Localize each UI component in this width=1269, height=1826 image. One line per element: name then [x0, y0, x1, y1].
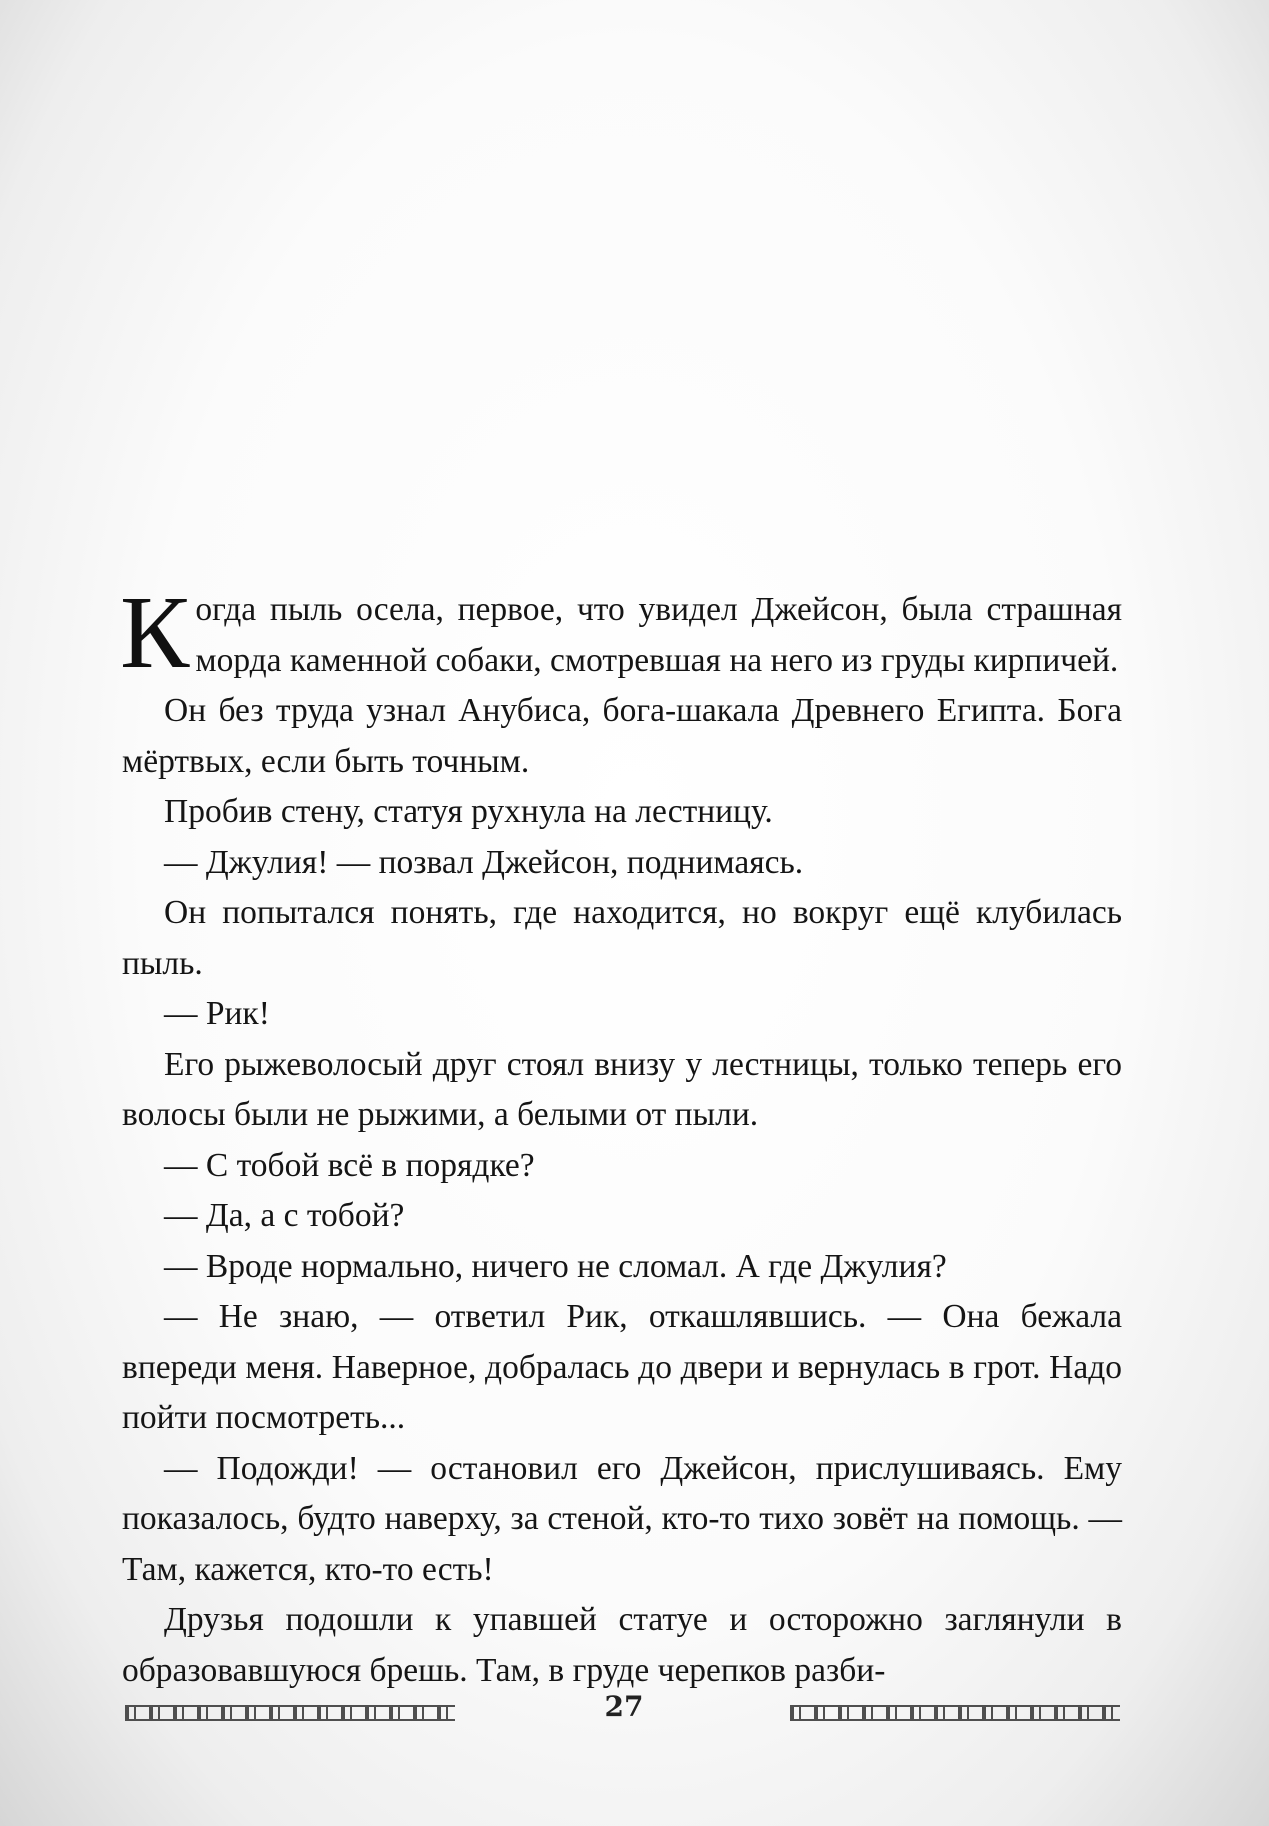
paragraph: — Рик!: [164, 995, 270, 1032]
paragraph: — Джулия! — позвал Джейсон, поднимаясь.: [164, 843, 804, 881]
page-number: 27: [604, 1690, 644, 1723]
body-text: [120, 575, 1122, 1696]
paragraph: — С тобой всё в порядке?: [164, 1146, 535, 1184]
right-ornament-border: [790, 1705, 1120, 1721]
paragraph-1-text: огда пыль осела, первое, что увидел Джейсон, была страшная морда каменной собаки, смотревшая на него из груды кирпичей.: [195, 591, 1122, 679]
paragraph: Он попытался понять, где находится, но вокруг ещё клубилась пыль.: [122, 894, 1122, 982]
paragraph: — Подожди! — остановил его Джейсон, прислушиваясь. Ему показалось, будто наверху, за стеной, кто-то тихо зовёт на помощь. — Там, кажется, кто-то есть!: [122, 1449, 1122, 1588]
paragraph: Пробив стену, статуя рухнула на лестницу.: [164, 793, 773, 830]
paragraph: Его рыжеволосый друг стоял внизу у лестницы, только теперь его волосы были не рыжими, а белыми от пыли.: [122, 1045, 1122, 1133]
page-footer: [0, 1690, 1269, 1730]
paragraph: — Не знаю, — ответил Рик, откашлявшись. — Она бежала впереди меня. Наверное, добралась до двери и вернулась в грот. Надо пойти посмотреть...: [122, 1298, 1122, 1436]
paragraph: — Вроде нормально, ничего не сломал. А где Джулия?: [164, 1247, 947, 1285]
bleed-through-text: [600, 150, 1160, 500]
paragraph: Он без труда узнал Анубиса, бога-шакала Древнего Египта. Бога мёртвых, если быть точным.: [122, 692, 1122, 780]
paragraph: — Да, а с тобой?: [164, 1197, 405, 1234]
drop-cap: К: [120, 575, 190, 690]
paragraph-1: [120, 575, 1122, 690]
paragraph: Друзья подошли к упавшей статуе и осторожно заглянули в образовавшуюся брешь. Там, в груде черепков разби-: [122, 1601, 1122, 1689]
left-ornament-border: [125, 1705, 455, 1721]
